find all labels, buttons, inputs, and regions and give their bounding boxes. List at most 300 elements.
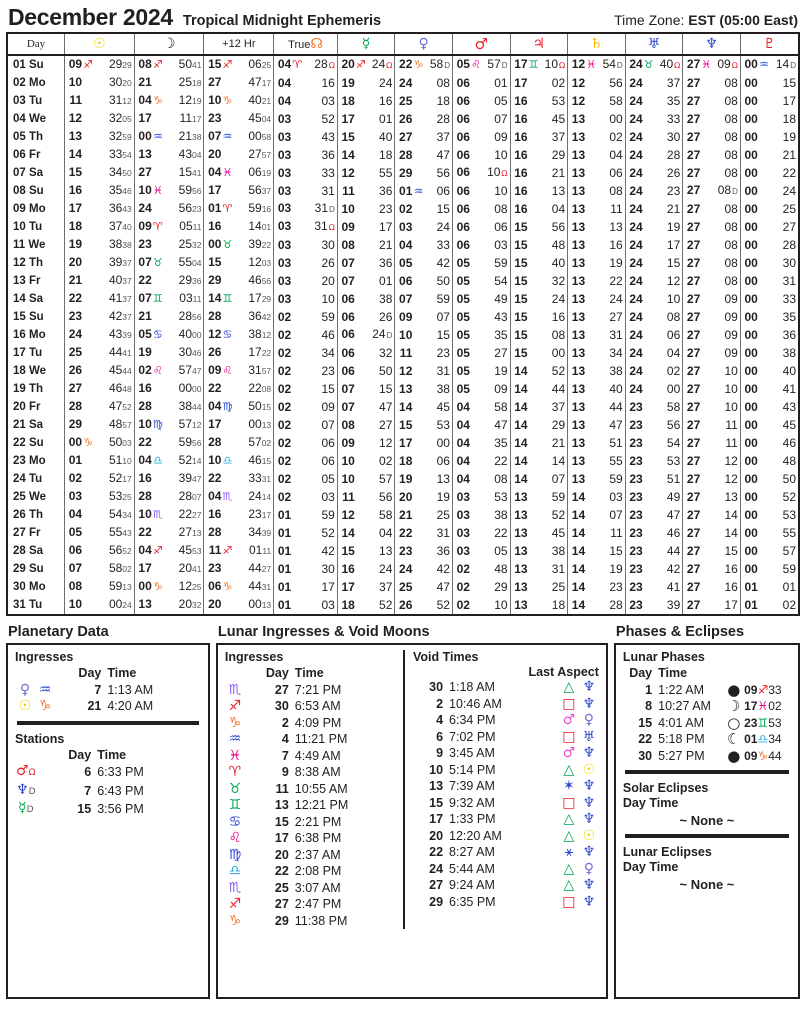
node-cell: 02 23 — [274, 362, 338, 380]
saturn-cell: 13 24 — [568, 290, 626, 308]
phase-day: 15 — [638, 715, 653, 730]
mars-cell: 03 05 — [452, 542, 510, 560]
sun-cell: 19 3838 — [65, 236, 135, 254]
pluto-cell: 00 21 — [740, 146, 798, 164]
pluto-cell: 00 45 — [740, 416, 798, 434]
last-aspect-header: Last Aspect — [528, 665, 599, 679]
uranus-cell: 23 47 — [625, 506, 683, 524]
pluto-cell: 00 17 — [740, 92, 798, 110]
saturn-cell: 13 06 — [568, 164, 626, 182]
mercury-cell: 10 57 — [337, 470, 395, 488]
uranus-cell: 24 30 — [625, 128, 683, 146]
venus-icon: ♀ — [583, 712, 595, 728]
list-item — [413, 762, 599, 779]
list-item — [413, 828, 599, 845]
lunar-ingress-day: 9 — [281, 765, 289, 779]
timezone-label: Time Zone: — [614, 12, 685, 28]
day-cell: 23 Mo — [13, 454, 46, 467]
table-row — [8, 55, 798, 74]
mars-cell: 06 08 — [452, 200, 510, 218]
lunar-ingress-day: 2 — [281, 715, 289, 730]
list-item — [413, 679, 599, 696]
pd-stations-header — [15, 747, 201, 764]
mercury-cell: 07 47 — [337, 398, 395, 416]
neptune-cell: 27 12 — [683, 470, 741, 488]
venus-cell: 11 23 — [395, 344, 453, 362]
lunar-ingress-time: 6:38 PM — [294, 831, 342, 845]
table-row — [8, 578, 798, 596]
venus-cell: 10 15 — [395, 326, 453, 344]
list-item — [225, 764, 397, 781]
lunar-ingress-time: 2:08 PM — [294, 864, 342, 878]
uranus-cell: 24 35 — [625, 92, 683, 110]
square-icon: □ — [562, 794, 576, 811]
venus-icon: ♀ — [395, 34, 453, 55]
lunar-ingress-time: 3:07 AM — [294, 880, 341, 895]
saturn-cell: 13 16 — [568, 236, 626, 254]
ingress-day: 21 — [87, 699, 102, 713]
day-cell: 15 Su — [13, 310, 44, 323]
jupiter-cell: 14 07 — [510, 470, 568, 488]
mercury-cell: 07 36 — [337, 254, 395, 272]
lunar-phases-title: Lunar Phases — [622, 650, 705, 664]
venus-cell: 15 53 — [395, 416, 453, 434]
jupiter-cell: 15 56 — [510, 218, 568, 236]
mars-cell: 05 54 — [452, 272, 510, 290]
node-cell: 03 30 — [274, 236, 338, 254]
sign-icon: ♎ — [228, 863, 242, 879]
jupiter-cell: 15 48 — [510, 236, 568, 254]
mercury-cell: 19 24 — [337, 74, 395, 92]
jupiter-cell: 15 08 — [510, 326, 568, 344]
lunar-ingress-day-header: Day — [265, 666, 289, 680]
pluto-cell: 00 59 — [740, 560, 798, 578]
mars-cell: 05 59 — [452, 254, 510, 272]
uranus-cell: 24 28 — [625, 146, 683, 164]
conjunction-icon: ♂ — [562, 712, 576, 728]
table-row — [8, 254, 798, 272]
solar-eclipses-none: ~ None ~ — [679, 813, 735, 828]
void-day: 10 — [429, 762, 444, 777]
void-time: 10:46 AM — [449, 696, 502, 711]
phase-position: 09♑44 — [744, 748, 782, 763]
venus-cell: 24 42 — [395, 560, 453, 578]
uranus-cell: 24 19 — [625, 218, 683, 236]
day-cell: 01 Su — [13, 58, 44, 71]
sign-icon: ♑ — [228, 714, 242, 731]
lunar-ingress-day: 29 — [274, 913, 289, 928]
table-row — [8, 74, 798, 92]
phases-heading: Phases & Eclipses — [615, 624, 745, 640]
mars-icon: ♂Ω — [16, 763, 36, 779]
jupiter-cell: 16 37 — [510, 128, 568, 146]
new-moon-icon: ● — [727, 680, 741, 699]
moon-cell: 00 ♑ 1225 — [134, 578, 204, 596]
void-times-table — [413, 679, 599, 910]
mars-cell: 02 48 — [452, 560, 510, 578]
venus-cell: 29 56 — [395, 164, 453, 182]
mercury-icon: ☿D — [17, 800, 34, 816]
uranus-cell: 24 10 — [625, 290, 683, 308]
pluto-cell: 00 15 — [740, 74, 798, 92]
moon-cell: 05 ♋ 4000 — [134, 326, 204, 344]
sun-cell: 13 3259 — [65, 128, 135, 146]
page-title: December 2024 — [8, 4, 173, 30]
moon-cell: 17 2041 — [134, 560, 204, 578]
venus-cell: 21 25 — [395, 506, 453, 524]
list-item — [413, 745, 599, 762]
sun-cell: 07 5802 — [65, 560, 135, 578]
phase-position: 17♓02 — [744, 699, 782, 713]
neptune-cell: 27 13 — [683, 488, 741, 506]
jupiter-cell: 15 24 — [510, 290, 568, 308]
planetary-data-heading: Planetary Data — [8, 624, 109, 640]
lunar-ingress-day: 20 — [274, 847, 289, 862]
neptune-cell: 27 11 — [683, 416, 741, 434]
neptune-cell: 27 08 — [683, 254, 741, 272]
venus-cell: 01 ♒ 06 — [395, 182, 453, 200]
station-time: 6:33 PM — [97, 765, 144, 779]
list-item — [413, 811, 599, 828]
node-cell: 03 31Ω — [274, 218, 338, 236]
mars-cell: 04 35 — [452, 434, 510, 452]
lunar-ingress-day: 22 — [274, 864, 289, 878]
saturn-cell: 13 02 — [568, 128, 626, 146]
day-cell: 09 Mo — [13, 202, 46, 215]
sun-cell: 01 5110 — [65, 452, 135, 470]
phase-time-header: Time — [658, 666, 688, 680]
uranus-cell: 24 00 — [625, 380, 683, 398]
saturn-cell: 13 59 — [568, 470, 626, 488]
neptune-cell: 27 08 — [683, 236, 741, 254]
timezone-info — [614, 12, 798, 28]
list-item — [623, 715, 791, 732]
saturn-cell: 13 51 — [568, 434, 626, 452]
void-times-title: Void Times — [412, 650, 479, 664]
list-item — [15, 763, 201, 782]
sign-icon: ♊ — [228, 797, 242, 813]
jupiter-cell: 13 59 — [510, 488, 568, 506]
node-cell: 02 15 — [274, 380, 338, 398]
mars-cell: 05 09 — [452, 380, 510, 398]
jupiter-cell: 13 25 — [510, 578, 568, 596]
saturn-cell: 12 ♓ 54D — [568, 55, 626, 74]
sun-cell: 05 5543 — [65, 524, 135, 542]
lunar-eclipses-title: Lunar Eclipses — [622, 845, 712, 859]
venus-cell: 02 15 — [395, 200, 453, 218]
day-cell: 28 Sa — [13, 544, 44, 557]
mars-cell: 06 06 — [452, 218, 510, 236]
pluto-cell: 00 24 — [740, 182, 798, 200]
list-item — [225, 682, 397, 699]
pd-station-day-header: Day — [68, 747, 92, 762]
ingress-time: 4:20 AM — [107, 699, 154, 713]
lunar-heading: Lunar Ingresses & Void Moons — [217, 624, 430, 640]
saturn-icon: ♄ — [568, 34, 626, 55]
table-row — [8, 290, 798, 308]
plus12hr-cell: 14 ♊ 1729 — [204, 290, 274, 308]
mercury-icon: ☿ — [337, 34, 395, 55]
lunar-ingress-day: 27 — [274, 897, 289, 911]
pluto-cell: 00 31 — [740, 272, 798, 290]
void-time: 6:34 PM — [449, 713, 496, 727]
trine-icon: △ — [563, 827, 575, 844]
pluto-cell: 00 48 — [740, 452, 798, 470]
node-cell: 01 42 — [274, 542, 338, 560]
neptune-cell: 27 08 — [683, 110, 741, 128]
node-cell: 03 43 — [274, 128, 338, 146]
lunar-ingress-time: 6:53 AM — [294, 699, 341, 713]
sun-cell: 29 4857 — [65, 416, 135, 434]
venus-icon: ♀ — [19, 681, 31, 698]
plus12hr-cell: 04 ♏ 2414 — [204, 488, 274, 506]
saturn-cell: 14 11 — [568, 524, 626, 542]
void-day: 9 — [436, 746, 444, 760]
plus12hr-cell: 23 4504 — [204, 110, 274, 128]
node-cell: 03 33 — [274, 164, 338, 182]
ephemeris-table — [8, 34, 798, 614]
phases-column — [614, 624, 800, 999]
moon-cell: 10 ♍ 5712 — [134, 416, 204, 434]
void-time: 5:44 AM — [449, 861, 495, 876]
timezone-offset: (05:00 East) — [719, 12, 798, 28]
jupiter-cell: 14 29 — [510, 416, 568, 434]
neptune-icon: ♆ — [582, 844, 596, 860]
mercury-cell: 12 58 — [337, 506, 395, 524]
jupiter-cell: 17 ♊ 10Ω — [510, 55, 568, 74]
neptune-cell: 27 08D — [683, 182, 741, 200]
saturn-cell: 13 38 — [568, 362, 626, 380]
venus-cell: 28 47 — [395, 146, 453, 164]
pluto-cell: 00 ♒ 14D — [740, 55, 798, 74]
list-item — [413, 778, 599, 795]
moon-cell: 09 ♈ 0511 — [134, 218, 204, 236]
mars-cell: 06 05 — [452, 92, 510, 110]
saturn-cell: 13 00 — [568, 110, 626, 128]
day-cell: 22 Su — [13, 436, 44, 449]
phase-day-header: Day — [629, 666, 653, 680]
void-time: 5:14 PM — [449, 762, 496, 777]
lunar-eclipses-cols — [623, 860, 791, 874]
first-quarter-moon-icon: ☽ — [727, 697, 741, 715]
table-row — [8, 236, 798, 254]
saturn-cell: 13 47 — [568, 416, 626, 434]
phases-panel — [614, 643, 800, 999]
pd-ingress-day-header: Day — [78, 666, 102, 680]
list-item — [225, 715, 397, 732]
node-cell: 02 46 — [274, 326, 338, 344]
venus-cell: 13 38 — [395, 380, 453, 398]
list-item — [225, 797, 397, 814]
uranus-cell: 24 23 — [625, 182, 683, 200]
saturn-cell: 13 31 — [568, 326, 626, 344]
lunar-ingresses-header — [225, 665, 397, 682]
list-item — [623, 748, 791, 765]
sign-icon: ♋ — [228, 813, 242, 830]
sun-cell: 22 4137 — [65, 290, 135, 308]
sun-cell: 16 3546 — [65, 182, 135, 200]
day-cell: 24 Tu — [13, 472, 43, 485]
mercury-cell: 07 01 — [337, 272, 395, 290]
sun-cell: 02 5217 — [65, 470, 135, 488]
neptune-cell: 27 09 — [683, 308, 741, 326]
plus12hr-cell: 12 ♋ 3812 — [204, 326, 274, 344]
list-item — [225, 913, 397, 930]
saturn-cell: 13 22 — [568, 272, 626, 290]
venus-cell: 18 06 — [395, 452, 453, 470]
sun-cell: 11 3112 — [65, 92, 135, 110]
node-cell: 04 ♈ 28Ω — [274, 55, 338, 74]
sign-icon: ♑ — [228, 912, 242, 929]
neptune-cell: 27 12 — [683, 452, 741, 470]
ephemeris-table-body — [8, 55, 798, 614]
sun-cell: 06 5652 — [65, 542, 135, 560]
mercury-cell: 06 50 — [337, 362, 395, 380]
lunar-ingress-day: 4 — [281, 732, 289, 746]
node-cell: 03 26 — [274, 254, 338, 272]
sun-cell: 14 3354 — [65, 146, 135, 164]
sun-cell: 20 3937 — [65, 254, 135, 272]
list-item — [225, 847, 397, 864]
jupiter-cell: 14 14 — [510, 452, 568, 470]
mercury-cell: 07 15 — [337, 380, 395, 398]
neptune-cell: 27 08 — [683, 164, 741, 182]
list-item — [225, 748, 397, 765]
day-cell: 07 Sa — [13, 166, 44, 179]
venus-cell: 22 31 — [395, 524, 453, 542]
node-cell: 03 31D — [274, 200, 338, 218]
jupiter-cell: 15 00 — [510, 344, 568, 362]
page-title-bar — [6, 4, 800, 32]
phase-day: 30 — [638, 748, 653, 763]
venus-cell: 23 36 — [395, 542, 453, 560]
jupiter-cell: 16 04 — [510, 200, 568, 218]
day-cell: 18 We — [13, 364, 47, 377]
square-icon: □ — [562, 695, 576, 712]
day-cell: 26 Th — [13, 508, 44, 521]
neptune-icon: ♆ — [582, 877, 596, 893]
list-item — [15, 698, 201, 715]
uranus-cell: 23 51 — [625, 470, 683, 488]
table-row — [8, 416, 798, 434]
void-day: 6 — [436, 729, 444, 744]
list-item — [225, 863, 397, 880]
pluto-cell: 00 33 — [740, 290, 798, 308]
moon-cell: 16 0000 — [134, 380, 204, 398]
station-day: 6 — [84, 765, 92, 779]
mercury-cell: 17 01 — [337, 110, 395, 128]
ingress-day: 7 — [94, 682, 102, 697]
list-item — [15, 800, 201, 819]
list-item — [413, 696, 599, 713]
moon-cell: 13 2032 — [134, 596, 204, 614]
venus-cell: 09 07 — [395, 308, 453, 326]
moon-cell: 04 ♎ 5214 — [134, 452, 204, 470]
table-row — [8, 272, 798, 290]
trine-icon: △ — [563, 860, 575, 877]
mercury-cell: 08 27 — [337, 416, 395, 434]
pluto-cell: 00 36 — [740, 326, 798, 344]
list-item — [225, 814, 397, 831]
node-cell: 03 10 — [274, 290, 338, 308]
sign-icon: ♑ — [38, 698, 52, 714]
pluto-cell: 00 28 — [740, 236, 798, 254]
venus-cell: 12 31 — [395, 362, 453, 380]
node-cell: 03 52 — [274, 110, 338, 128]
lunar-ingress-time: 12:21 PM — [294, 798, 349, 812]
table-row — [8, 542, 798, 560]
node-cell: 02 06 — [274, 434, 338, 452]
node-cell: 01 03 — [274, 596, 338, 614]
neptune-cell: 27 08 — [683, 92, 741, 110]
plus12hr-cell: 16 2317 — [204, 506, 274, 524]
mercury-cell: 14 18 — [337, 146, 395, 164]
table-row — [8, 560, 798, 578]
void-time: 3:45 AM — [449, 746, 495, 760]
mercury-cell: 11 56 — [337, 488, 395, 506]
lunar-ingresses-table — [225, 665, 397, 929]
pluto-cell: 00 25 — [740, 200, 798, 218]
day-cell: 16 Mo — [13, 328, 46, 341]
day-cell: 30 Mo — [13, 580, 46, 593]
moon-cell: 22 5956 — [134, 434, 204, 452]
jupiter-cell: 15 40 — [510, 254, 568, 272]
moon-cell: 17 1117 — [134, 110, 204, 128]
jupiter-cell: 16 53 — [510, 92, 568, 110]
lunar-panel — [216, 643, 608, 999]
ingress-time: 1:13 AM — [107, 682, 154, 697]
plus12hr-cell: 11 ♐ 0111 — [204, 542, 274, 560]
node-cell: 03 20 — [274, 272, 338, 290]
saturn-cell: 14 23 — [568, 578, 626, 596]
lunar-ingress-day: 25 — [274, 880, 289, 895]
void-day: 2 — [436, 696, 444, 711]
venus-cell: 26 28 — [395, 110, 453, 128]
sign-icon: ♒ — [228, 731, 242, 747]
saturn-cell: 14 19 — [568, 560, 626, 578]
saturn-cell: 13 55 — [568, 452, 626, 470]
venus-cell: 03 24 — [395, 218, 453, 236]
mars-cell: 04 58 — [452, 398, 510, 416]
mercury-cell: 16 24 — [337, 560, 395, 578]
uranus-cell: 23 54 — [625, 434, 683, 452]
mars-cell: 06 01 — [452, 74, 510, 92]
void-time: 7:39 AM — [449, 779, 495, 793]
mercury-cell: 06 24D — [337, 326, 395, 344]
plus12hr-cell: 22 3331 — [204, 470, 274, 488]
pd-divider — [17, 721, 199, 725]
sun-cell: 28 4752 — [65, 398, 135, 416]
saturn-cell: 13 04 — [568, 146, 626, 164]
sun-cell: 18 3740 — [65, 218, 135, 236]
neptune-icon: ♆ — [582, 679, 596, 695]
sun-cell: 12 3205 — [65, 110, 135, 128]
jupiter-cell: 16 13 — [510, 182, 568, 200]
pluto-cell: 00 22 — [740, 164, 798, 182]
plus12hr-cell: 20 0013 — [204, 596, 274, 614]
node-cell: 02 09 — [274, 398, 338, 416]
pd-ingress-time-header: Time — [107, 666, 137, 680]
day-cell: 25 We — [13, 490, 47, 503]
table-row — [8, 506, 798, 524]
void-day: 17 — [429, 812, 444, 826]
plus12hr-cell: 20 2757 — [204, 146, 274, 164]
moon-cell: 10 ♏ 2227 — [134, 506, 204, 524]
plus12hr-cell: 15 ♐ 0625 — [204, 55, 274, 74]
mars-cell: 06 10 — [452, 182, 510, 200]
phase-position: 23♊53 — [744, 715, 782, 730]
mars-cell: 05 ♌ 57D — [452, 55, 510, 74]
